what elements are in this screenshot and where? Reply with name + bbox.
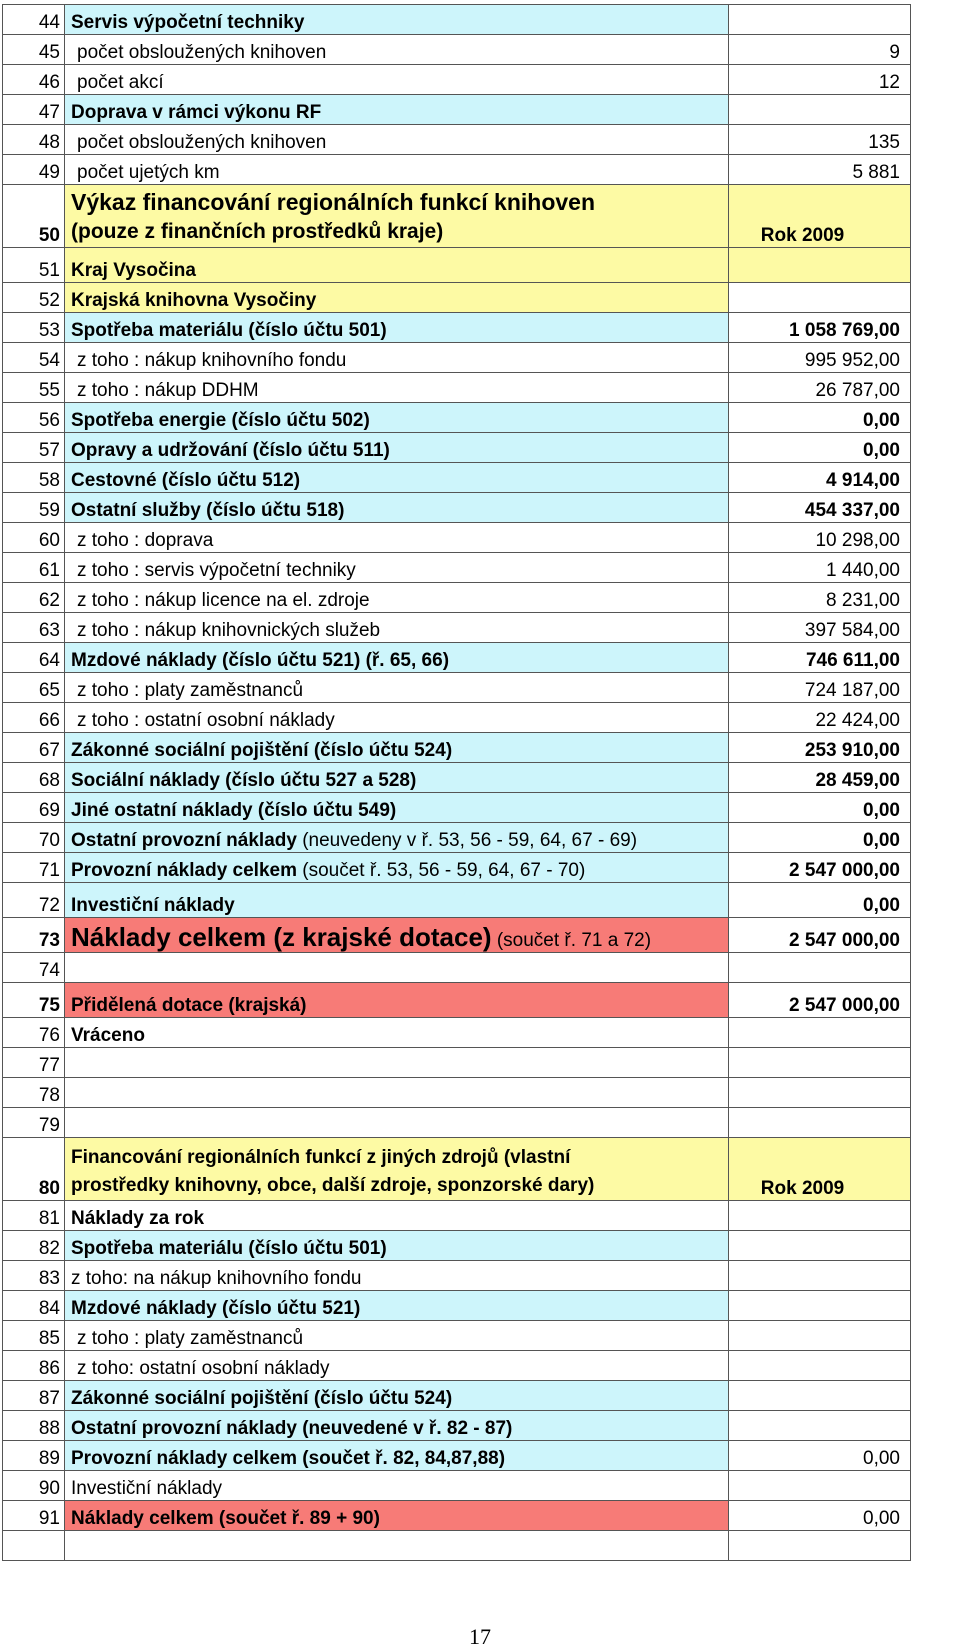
table-row (3, 983, 911, 1018)
row-value: 1 440,00 (729, 553, 911, 583)
row-label-main: Ostatní provozní náklady (71, 830, 297, 851)
row-number: 57 (3, 433, 65, 463)
row-number: 88 (3, 1411, 65, 1441)
row-number: 90 (3, 1471, 65, 1501)
row-value (729, 1201, 911, 1231)
row-label: Zákonné sociální pojištění (číslo účtu 524) (65, 1381, 729, 1411)
row-number: 76 (3, 1018, 65, 1048)
table-row (3, 918, 911, 953)
financial-report-table (2, 4, 911, 1561)
row-value: 995 952,00 (729, 343, 911, 373)
row-number: 58 (3, 463, 65, 493)
row-number: 85 (3, 1321, 65, 1351)
row-value: 9 (729, 35, 911, 65)
row-number: 47 (3, 95, 65, 125)
row-value (729, 1231, 911, 1261)
row-number: 86 (3, 1351, 65, 1381)
row-label (65, 953, 729, 983)
row-label (65, 1078, 729, 1108)
row-number: 44 (3, 5, 65, 35)
table-row (3, 155, 911, 185)
row-label-note: (neuvedeny v ř. 53, 56 - 59, 64, 67 - 69) (302, 830, 638, 851)
section-title (65, 1138, 729, 1201)
row-value (729, 1078, 911, 1108)
row-label: Sociální náklady (číslo účtu 527 a 528) (65, 763, 729, 793)
table-row (3, 763, 911, 793)
table-row (3, 1108, 911, 1138)
row-number: 80 (3, 1138, 65, 1201)
row-label: Ostatní služby (číslo účtu 518) (65, 493, 729, 523)
row-number: 63 (3, 613, 65, 643)
section-title-line-1: Financování regionálních funkcí z jiných zdrojů (vlastní (71, 1147, 571, 1168)
row-label: z toho : nákup knihovního fondu (65, 343, 729, 373)
row-number: 87 (3, 1381, 65, 1411)
row-number: 50 (3, 185, 65, 248)
row-number: 51 (3, 248, 65, 283)
row-label: z toho: na nákup knihovního fondu (65, 1261, 729, 1291)
row-value: 10 298,00 (729, 523, 911, 553)
row-label-note: (součet ř. 53, 56 - 59, 64, 67 - 70) (302, 860, 586, 881)
row-value (729, 5, 911, 35)
row-label: z toho: ostatní osobní náklady (65, 1351, 729, 1381)
row-label: Spotřeba materiálu (číslo účtu 501) (65, 1231, 729, 1261)
row-value: 2 547 000,00 (729, 918, 911, 953)
row-label: Kraj Vysočina (65, 248, 729, 283)
table-row (3, 853, 911, 883)
row-label: Provozní náklady celkem (součet ř. 82, 84,87,88) (65, 1441, 729, 1471)
table-row (3, 1321, 911, 1351)
table-row (3, 583, 911, 613)
table-row (3, 403, 911, 433)
row-label: Krajská knihovna Vysočiny (65, 283, 729, 313)
row-number: 73 (3, 918, 65, 953)
row-number: 79 (3, 1108, 65, 1138)
row-number: 84 (3, 1291, 65, 1321)
table-row (3, 1231, 911, 1261)
table-row (3, 883, 911, 918)
row-label (65, 823, 729, 853)
table-row (3, 1018, 911, 1048)
row-label: počet obsloužených knihoven (65, 125, 729, 155)
row-label: Spotřeba materiálu (číslo účtu 501) (65, 313, 729, 343)
table-row (3, 823, 911, 853)
row-label: z toho : platy zaměstnanců (65, 1321, 729, 1351)
row-value (729, 1108, 911, 1138)
table-row (3, 1411, 911, 1441)
year-label: Rok 2009 (729, 1138, 911, 1201)
table-row (3, 643, 911, 673)
table-row (3, 35, 911, 65)
row-value (729, 248, 911, 283)
table-row (3, 313, 911, 343)
row-value: 0,00 (729, 433, 911, 463)
row-number: 72 (3, 883, 65, 918)
row-number: 69 (3, 793, 65, 823)
row-label: Náklady celkem (součet ř. 89 + 90) (65, 1501, 729, 1531)
row-value (729, 283, 911, 313)
row-value (729, 953, 911, 983)
table-row (3, 703, 911, 733)
row-number: 78 (3, 1078, 65, 1108)
row-value: 4 914,00 (729, 463, 911, 493)
section-header-row (3, 1138, 911, 1201)
table-row (3, 1261, 911, 1291)
table-row (3, 523, 911, 553)
row-value (729, 1321, 911, 1351)
row-number: 60 (3, 523, 65, 553)
row-value: 0,00 (729, 403, 911, 433)
row-label: Investiční náklady (65, 1471, 729, 1501)
row-value: 0,00 (729, 883, 911, 918)
row-number: 89 (3, 1441, 65, 1471)
table-row (3, 343, 911, 373)
row-number: 59 (3, 493, 65, 523)
table-row (3, 5, 911, 35)
section-title-line-2: prostředky knihovny, obce, další zdroje, sponzorské dary) (71, 1175, 595, 1196)
table-row (3, 493, 911, 523)
table-row (3, 1048, 911, 1078)
row-number: 49 (3, 155, 65, 185)
table-row (3, 373, 911, 403)
row-label: z toho : nákup knihovnických služeb (65, 613, 729, 643)
row-label-main: Náklady celkem (z krajské dotace) (71, 922, 492, 952)
table-row (3, 953, 911, 983)
row-number: 56 (3, 403, 65, 433)
row-number: 81 (3, 1201, 65, 1231)
row-label: Přidělená dotace (krajská) (65, 983, 729, 1018)
row-value: 253 910,00 (729, 733, 911, 763)
row-value: 724 187,00 (729, 673, 911, 703)
row-value: 2 547 000,00 (729, 853, 911, 883)
table-row (3, 283, 911, 313)
row-value (729, 1411, 911, 1441)
row-label: Spotřeba energie (číslo účtu 502) (65, 403, 729, 433)
section-title-line-1: Výkaz financování regionálních funkcí knihoven (71, 189, 596, 215)
table-row (3, 553, 911, 583)
row-label: počet akcí (65, 65, 729, 95)
row-label: Cestovné (číslo účtu 512) (65, 463, 729, 493)
row-value: 0,00 (729, 1501, 911, 1531)
row-number: 82 (3, 1231, 65, 1261)
row-number: 71 (3, 853, 65, 883)
row-number: 48 (3, 125, 65, 155)
row-number: 62 (3, 583, 65, 613)
row-value: 0,00 (729, 823, 911, 853)
row-value: 8 231,00 (729, 583, 911, 613)
row-label (65, 1048, 729, 1078)
table-row (3, 95, 911, 125)
row-number: 54 (3, 343, 65, 373)
row-value (729, 1381, 911, 1411)
table-row (3, 733, 911, 763)
row-label: Investiční náklady (65, 883, 729, 918)
row-number: 65 (3, 673, 65, 703)
row-label: Náklady za rok (65, 1201, 729, 1231)
table-row (3, 1441, 911, 1471)
row-label: Doprava v rámci výkonu RF (65, 95, 729, 125)
table-row (3, 1471, 911, 1501)
row-number: 70 (3, 823, 65, 853)
row-label: z toho : servis výpočetní techniky (65, 553, 729, 583)
row-label (65, 1108, 729, 1138)
row-value: 397 584,00 (729, 613, 911, 643)
row-number: 77 (3, 1048, 65, 1078)
row-label: Jiné ostatní náklady (číslo účtu 549) (65, 793, 729, 823)
table-row (3, 65, 911, 95)
row-value: 0,00 (729, 793, 911, 823)
row-value (729, 1018, 911, 1048)
row-value (729, 1261, 911, 1291)
row-number: 55 (3, 373, 65, 403)
row-number: 52 (3, 283, 65, 313)
row-number: 61 (3, 553, 65, 583)
row-label: Ostatní provozní náklady (neuvedené v ř. 82 - 87) (65, 1411, 729, 1441)
row-label: počet obsloužených knihoven (65, 35, 729, 65)
row-label (65, 918, 729, 953)
row-value: 454 337,00 (729, 493, 911, 523)
row-number: 74 (3, 953, 65, 983)
row-value: 5 881 (729, 155, 911, 185)
table-row (3, 125, 911, 155)
row-label: z toho : platy zaměstnanců (65, 673, 729, 703)
table-row (3, 1501, 911, 1531)
table-row (3, 1291, 911, 1321)
row-label: z toho : ostatní osobní náklady (65, 703, 729, 733)
row-label: Vráceno (65, 1018, 729, 1048)
row-label: Mzdové náklady (číslo účtu 521) (65, 1291, 729, 1321)
row-value: 1 058 769,00 (729, 313, 911, 343)
section-title-line-2: (pouze z finančních prostředků kraje) (71, 220, 444, 243)
table-row (3, 1078, 911, 1108)
row-label: počet ujetých km (65, 155, 729, 185)
row-label: Mzdové náklady (číslo účtu 521) (ř. 65, 66) (65, 643, 729, 673)
row-number: 75 (3, 983, 65, 1018)
row-value (729, 1471, 911, 1501)
row-number: 67 (3, 733, 65, 763)
row-value: 22 424,00 (729, 703, 911, 733)
table-row (3, 433, 911, 463)
table-row (3, 613, 911, 643)
row-number: 83 (3, 1261, 65, 1291)
row-number: 53 (3, 313, 65, 343)
row-label: z toho : doprava (65, 523, 729, 553)
row-value: 135 (729, 125, 911, 155)
row-number: 45 (3, 35, 65, 65)
section-title (65, 185, 729, 248)
table-row (3, 463, 911, 493)
row-number: 66 (3, 703, 65, 733)
row-label-note: (součet ř. 71 a 72) (496, 930, 652, 951)
table-body (3, 5, 911, 1561)
table-row (3, 1201, 911, 1231)
row-label (65, 853, 729, 883)
row-label: Servis výpočetní techniky (65, 5, 729, 35)
section-header-row (3, 185, 911, 248)
row-number: 68 (3, 763, 65, 793)
row-label: z toho : nákup DDHM (65, 373, 729, 403)
row-number: 91 (3, 1501, 65, 1531)
row-label-main: Provozní náklady celkem (71, 860, 297, 881)
row-value: 12 (729, 65, 911, 95)
row-value: 2 547 000,00 (729, 983, 911, 1018)
table-row (3, 1381, 911, 1411)
page-number: 17 (469, 1624, 491, 1649)
row-value: 26 787,00 (729, 373, 911, 403)
table-row (3, 1351, 911, 1381)
table-row (3, 1531, 911, 1561)
row-value: 0,00 (729, 1441, 911, 1471)
row-label: Zákonné sociální pojištění (číslo účtu 524) (65, 733, 729, 763)
row-value (729, 1291, 911, 1321)
row-value: 746 611,00 (729, 643, 911, 673)
row-number: 46 (3, 65, 65, 95)
row-value (729, 1048, 911, 1078)
table-row (3, 673, 911, 703)
year-label: Rok 2009 (729, 185, 911, 248)
table-row (3, 793, 911, 823)
row-label: Opravy a udržování (číslo účtu 511) (65, 433, 729, 463)
row-number: 64 (3, 643, 65, 673)
row-label: z toho : nákup licence na el. zdroje (65, 583, 729, 613)
row-value (729, 1351, 911, 1381)
table-row (3, 248, 911, 283)
row-value (729, 95, 911, 125)
row-value: 28 459,00 (729, 763, 911, 793)
